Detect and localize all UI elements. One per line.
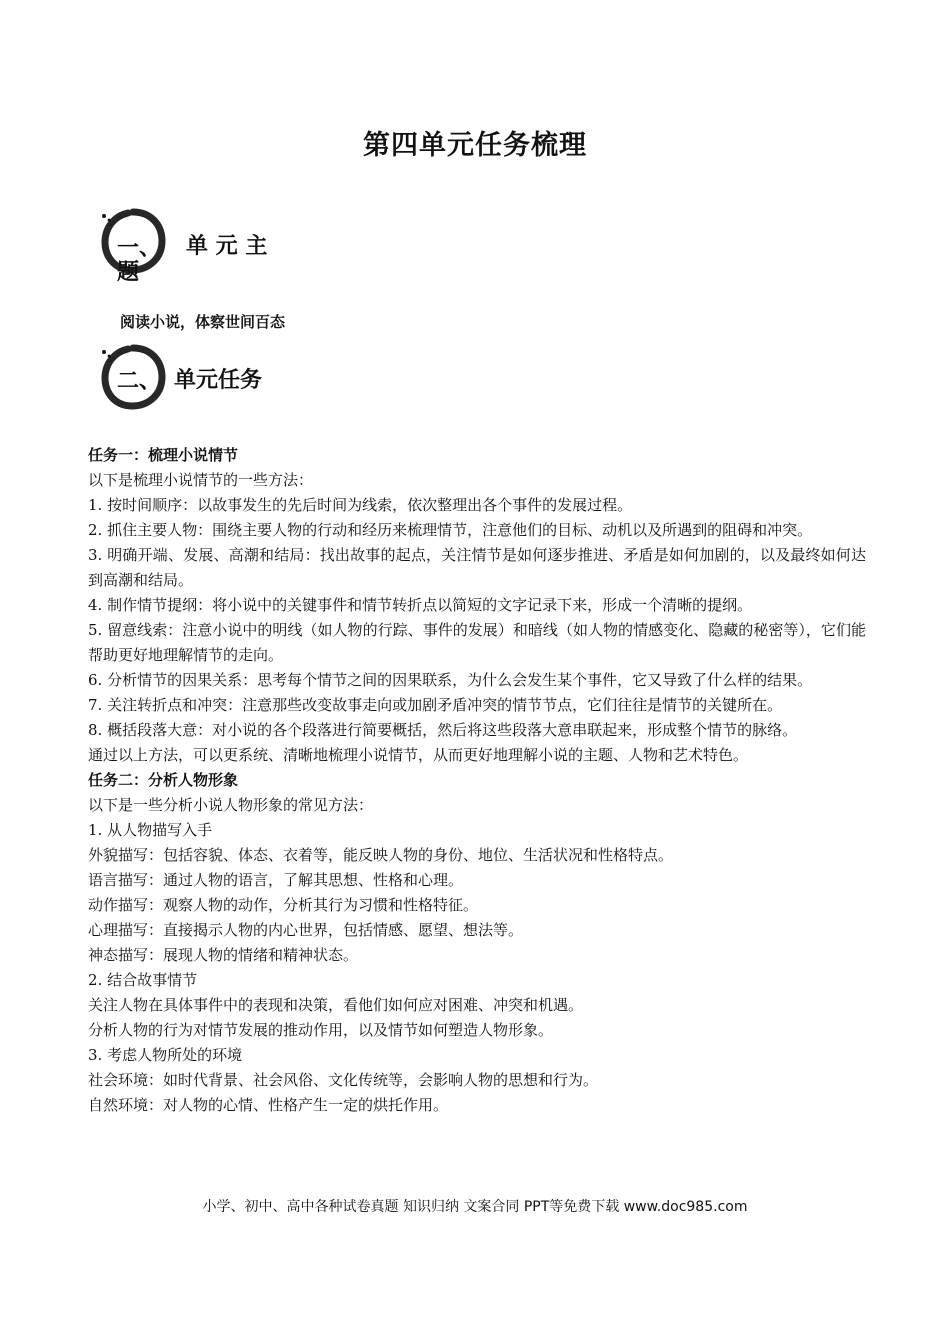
paragraph: 关注人物在具体事件中的表现和决策，看他们如何应对困难、冲突和机遇。 [88,996,584,1014]
paragraph: 分析人物的行为对情节发展的推动作用，以及情节如何塑造人物形象。 [88,1021,554,1039]
paragraph: 以下是梳理小说情节的一些方法： [88,471,314,489]
paragraph: 自然环境：对人物的心情、性格产生一定的烘托作用。 [88,1096,449,1114]
paragraph: 通过以上方法，可以更系统、清晰地梳理小说情节，从而更好地理解小说的主题、人物和艺术特色。 [88,746,749,764]
section-number: 一、 [117,236,162,261]
paragraph: 神态描写：展现人物的情绪和精神状态。 [88,946,359,964]
section-title-wrap: 题 [117,260,140,285]
unit-theme-text: 阅读小说，体察世间百态 [120,313,286,331]
footer-text: 小学、初中、高中各种试卷真题 知识归纳 文案合同 PPT等免费下载 www.doc985.com [202,1199,748,1215]
paragraph: 8. 概括段落大意：对小说的各个段落进行简要概括，然后将这些段落大意串联起来，形成整个情节的脉络。 [88,721,798,739]
paragraph: 2. 抓住主要人物：围绕主要人物的行动和经历来梳理情节，注意他们的目标、动机以及所遇到的阻碍和冲突。 [88,521,813,539]
paragraph: 外貌描写：包括容貌、体态、衣着等，能反映人物的身份、地位、生活状况和性格特点。 [88,846,674,864]
body-text [88,443,866,1118]
paragraph: 动作描写：观察人物的动作，分析其行为习惯和性格特征。 [88,896,479,914]
paragraph: 7. 关注转折点和冲突：注意那些改变故事走向或加剧矛盾冲突的情节节点，它们往往是情节的关键所在。 [88,696,783,714]
paragraph: 4. 制作情节提纲：将小说中的关键事件和情节转折点以简短的文字记录下来，形成一个清晰的提纲。 [88,596,753,614]
page-title: 第四单元任务梳理 [363,130,587,161]
paragraph: 1. 从人物描写入手 [88,821,213,839]
paragraph: 2. 结合故事情节 [88,971,198,989]
section-title: 单 元 主 [186,234,268,259]
paragraph: 社会环境：如时代背景、社会风俗、文化传统等，会影响人物的思想和行为。 [88,1071,599,1089]
section-title: 单元任务 [174,368,263,393]
task-heading: 任务二：分析人物形象 [88,771,239,789]
task-heading: 任务一：梳理小说情节 [88,446,239,464]
paragraph: 5. 留意线索：注意小说中的明线（如人物的行踪、事件的发展）和暗线（如人物的情感变化、隐藏的秘密等），它们能帮助更好地理解情节的走向。 [88,621,866,664]
section-number: 二、 [117,369,162,394]
paragraph: 语言描写：通过人物的语言，了解其思想、性格和心理。 [88,871,464,889]
paragraph: 1. 按时间顺序：以故事发生的先后时间为线索，依次整理出各个事件的发展过程。 [88,496,633,514]
paragraph: 以下是一些分析小说人物形象的常见方法： [88,796,374,814]
paragraph: 3. 明确开端、发展、高潮和结局：找出故事的起点，关注情节是如何逐步推进、矛盾是如何加剧的，以及最终如何达到高潮和结局。 [88,546,866,589]
paragraph: 心理描写：直接揭示人物的内心世界，包括情感、愿望、想法等。 [88,921,524,939]
paragraph: 6. 分析情节的因果关系：思考每个情节之间的因果联系，为什么会发生某个事件，它又导致了什么样的结果。 [88,671,813,689]
paragraph: 3. 考虑人物所处的环境 [88,1046,243,1064]
